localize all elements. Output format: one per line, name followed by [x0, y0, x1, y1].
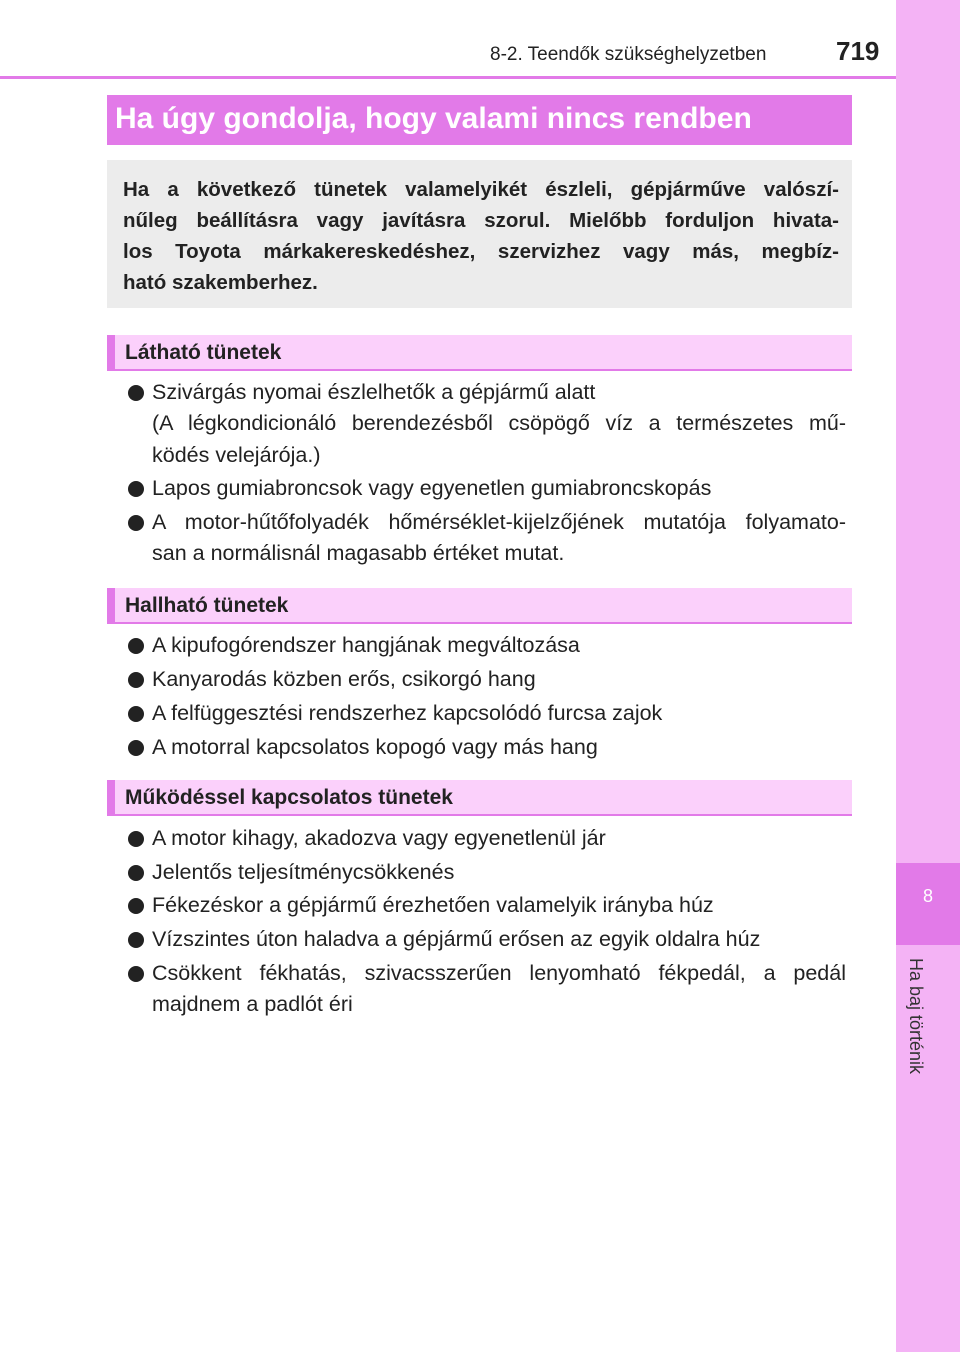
section-header-operational [107, 780, 852, 816]
section-accent [107, 588, 115, 622]
list-item: Csökkent fékhatás, szivacsszerűen lenyomható fékpedál, a pedál [152, 961, 846, 985]
list-item: Fékezéskor a gépjármű érezhetően valamelyik irányba húz [152, 893, 714, 917]
bullet-icon [128, 898, 144, 914]
header-rule [0, 76, 896, 79]
chapter-number: 8 [922, 886, 933, 906]
section-accent [107, 780, 115, 814]
list-item: A felfüggesztési rendszerhez kapcsolódó furcsa zajok [152, 701, 663, 725]
intro-line: ható szakemberhez. [123, 271, 318, 294]
list-item: Szivárgás nyomai észlelhetők a gépjármű alatt [152, 380, 596, 404]
chapter-label: Ha baj történik [906, 958, 926, 1075]
section-title: Működéssel kapcsolatos tünetek [125, 786, 453, 809]
list-item: Jelentős teljesítménycsökkenés [152, 860, 455, 884]
section-header-visible [107, 335, 852, 371]
list-item: Lapos gumiabroncsok vagy egyenetlen gumiabroncskopás [152, 476, 712, 500]
page-number: 719 [836, 36, 880, 66]
running-header: 8-2. Teendők szükséghelyzetben [490, 44, 767, 65]
bullet-icon [128, 966, 144, 982]
list-item: A motor kihagy, akadozva vagy egyenetlenül jár [152, 826, 606, 850]
bullet-icon [128, 515, 144, 531]
intro-line: los Toyota márkakereskedéshez, szervizhez vagy más, megbíz- [123, 240, 839, 263]
intro-line: nűleg beállításra vagy javításra szorul. Mielőbb forduljon hivata- [123, 209, 839, 232]
side-tab [896, 0, 960, 1352]
bullet-icon [128, 638, 144, 654]
list-item: A motor-hűtőfolyadék hőmérséklet-kijelzőjének mutatója folyamato- [152, 510, 846, 534]
bullet-icon [128, 740, 144, 756]
list-item-continuation: majdnem a padlót éri [152, 992, 353, 1016]
page-title: Ha úgy gondolja, hogy valami nincs rendben [115, 102, 752, 135]
section-title: Látható tünetek [125, 341, 282, 364]
list-item-continuation: ködés velejárója.) [152, 443, 321, 467]
section-header-audible [107, 588, 852, 624]
list-item: Kanyarodás közben erős, csikorgó hang [152, 667, 536, 691]
list-item: A motorral kapcsolatos kopogó vagy más hang [152, 735, 598, 759]
list-item-continuation: (A légkondicionáló berendezésből csöpögő víz a természetes mű- [152, 411, 846, 435]
section-accent [107, 335, 115, 369]
intro-line: Ha a következő tünetek valamelyikét észleli, gépjárműve valószí- [123, 178, 839, 201]
bullet-icon [128, 672, 144, 688]
bullet-icon [128, 385, 144, 401]
bullet-icon [128, 481, 144, 497]
list-item-continuation: san a normálisnál magasabb értéket mutat. [152, 541, 565, 565]
list-item: A kipufogórendszer hangjának megváltozása [152, 633, 580, 657]
section-title: Hallható tünetek [125, 594, 289, 617]
bullet-icon [128, 865, 144, 881]
bullet-icon [128, 831, 144, 847]
bullet-icon [128, 706, 144, 722]
bullet-icon [128, 932, 144, 948]
list-item: Vízszintes úton haladva a gépjármű erősen az egyik oldalra húz [152, 927, 761, 951]
